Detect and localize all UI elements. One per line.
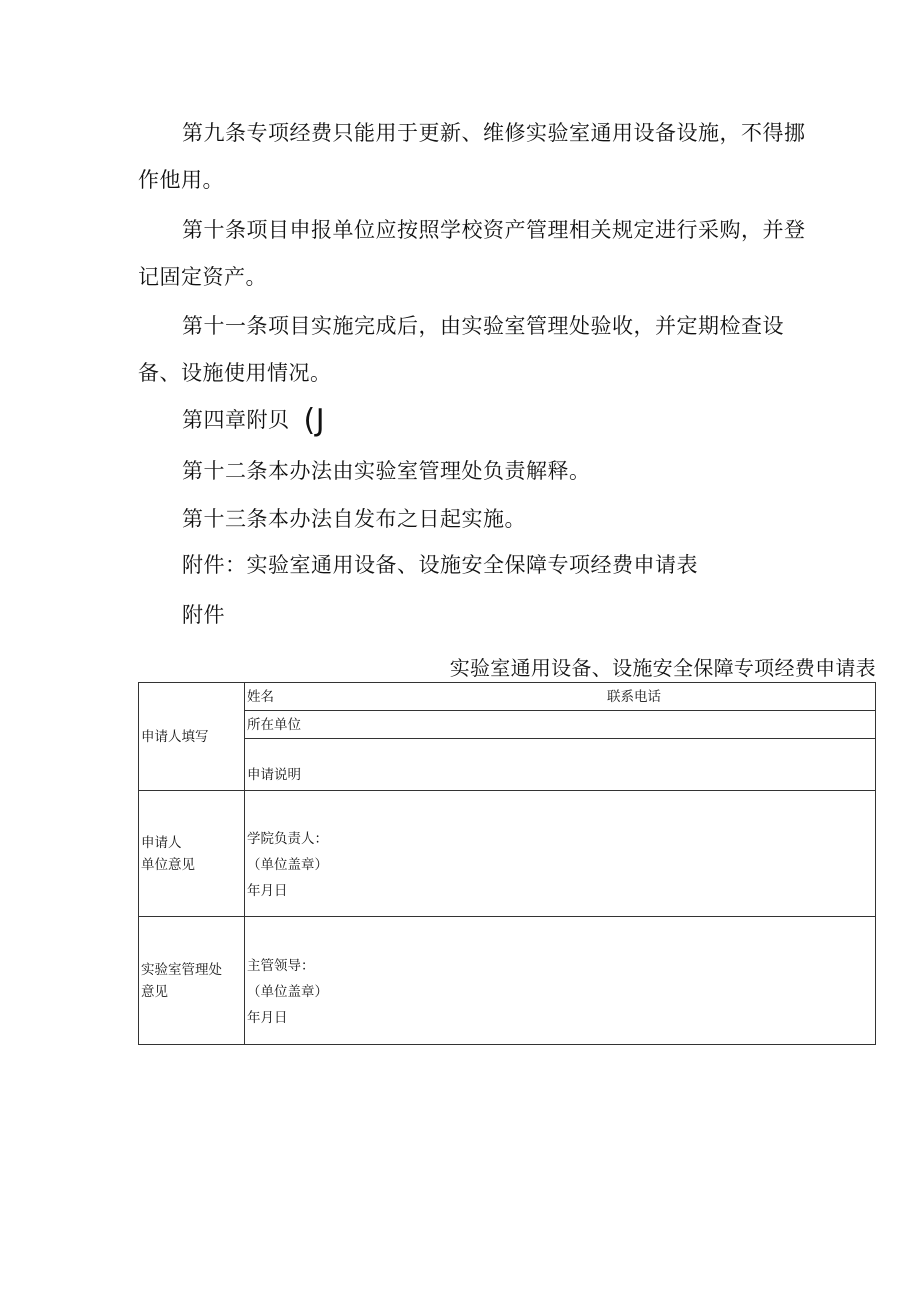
lab-office-label	[139, 917, 245, 1045]
description-cell[interactable]	[245, 739, 876, 791]
form-title: 实验室通用设备、设施安全保障专项经费申请表	[449, 656, 876, 680]
chapter-4-text: 第四章附贝	[182, 408, 290, 432]
unit-opinion-line2: 单位意见	[141, 856, 195, 873]
attachment-label: 附件	[182, 603, 225, 627]
applicant-section-label: 申请人填写	[139, 683, 245, 791]
article-9	[138, 110, 860, 204]
article-11	[138, 303, 860, 397]
supervisor-label: 主管领导：	[247, 957, 315, 974]
unit-cell[interactable]	[245, 711, 876, 739]
article-10-line1: 第十条项目申报单位应按照学校资产管理相关规定进行采购，并登	[182, 218, 806, 242]
description-label: 申请说明	[247, 767, 301, 783]
name-label: 姓名	[247, 688, 274, 705]
article-9-line2: 作他用。	[138, 168, 224, 192]
unit-opinion-line1: 申请人	[141, 834, 182, 851]
article-11-line1: 第十一条项目实施完成后，由实验室管理处验收，并定期检查设	[182, 314, 784, 338]
lab-office-opinion-cell[interactable]	[245, 917, 876, 1045]
article-13: 第十三条本办法自发布之日起实施。	[182, 507, 526, 531]
date-label-1: 年月日	[247, 882, 288, 899]
seal-label-1: （单位盖章）	[247, 856, 328, 873]
article-12: 第十二条本办法由实验室管理处负责解释。	[182, 459, 591, 483]
unit-opinion-cell[interactable]	[245, 791, 876, 917]
unit-label: 所在单位	[247, 716, 301, 733]
college-head-label: 学院负责人：	[247, 830, 328, 847]
chapter-4-heading	[182, 403, 326, 438]
article-10	[138, 207, 860, 301]
phone-label: 联系电话	[607, 688, 661, 705]
attachment-note: 附件：实验室通用设备、设施安全保障专项经费申请表	[182, 553, 698, 577]
article-10-line2: 记固定资产。	[138, 265, 267, 289]
name-phone-cell[interactable]	[245, 683, 876, 711]
lab-office-line2: 意见	[141, 983, 168, 1000]
chapter-4-mark: (J	[303, 403, 326, 438]
date-label-2: 年月日	[247, 1009, 288, 1026]
seal-label-2: （单位盖章）	[247, 983, 328, 1000]
lab-office-line1: 实验室管理处	[141, 961, 222, 978]
application-form-table	[138, 682, 876, 1045]
unit-opinion-label	[139, 791, 245, 917]
article-11-line2: 备、设施使用情况。	[138, 361, 332, 385]
article-9-line1: 第九条专项经费只能用于更新、维修实验室通用设备设施，不得挪	[182, 121, 806, 145]
